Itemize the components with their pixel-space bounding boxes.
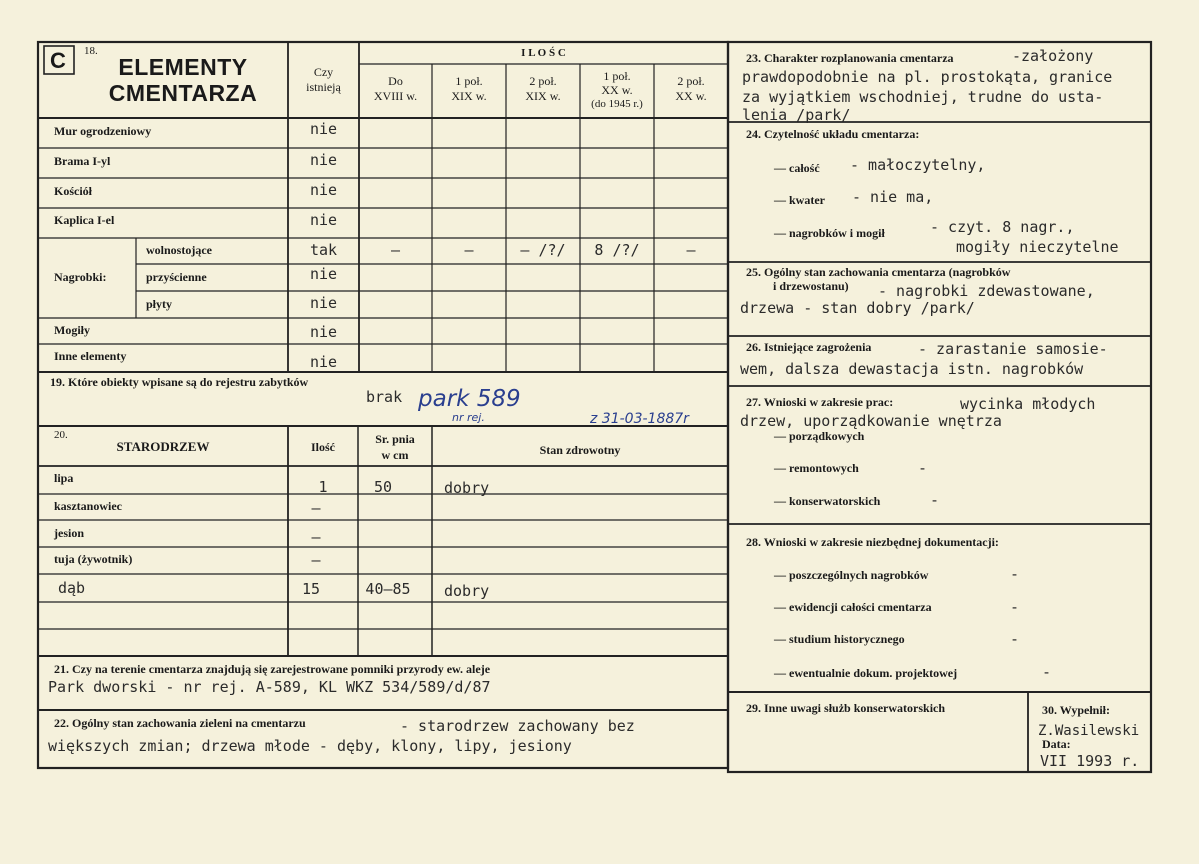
period-3-line2: XIX w.: [525, 89, 561, 103]
row-label-kaplica: Kaplica I-el: [54, 213, 115, 227]
section-26-answer-2: wem, dalsza dewastacja istn. nagrobków: [740, 360, 1084, 378]
period-1-line1: Do: [388, 74, 403, 88]
period-4-line3: (do 1945 r.): [591, 98, 643, 110]
row-exists-brama: nie: [309, 151, 338, 169]
section-23-label: 23. Charakter rozplanowania cmentarza: [746, 51, 954, 65]
section-19-handwritten-date: z 31-03-1887r: [590, 411, 689, 427]
starodrzew-row-1-name: lipa: [54, 471, 74, 485]
section-24-nagrobkow-label: — nagrobków i mogił: [774, 226, 885, 240]
section-27-answer-1: wycinka młodych: [960, 395, 1096, 413]
starodrzew-row-3-name: jesion: [54, 526, 84, 540]
section-22-answer-1: - starodrzew zachowany bez: [400, 717, 635, 735]
section-25-label-1: 25. Ogólny stan zachowania cmentarza (nagrobków: [746, 265, 1011, 279]
nagrobki-wolnostojace-count-1: –: [390, 241, 401, 259]
section-20-number: 20.: [54, 429, 68, 441]
section-30-name: Z.Wasilewski: [1038, 723, 1140, 739]
section-24-calosc-label: — całość: [774, 161, 820, 175]
section-19-typed-answer: brak: [366, 388, 403, 406]
section-28-item-3-label: — studium historycznego: [774, 632, 905, 646]
nagrobki-wolnostojace-label: wolnostojące: [146, 243, 212, 257]
section-24-nagrobkow-value-2: mogiły nieczytelne: [956, 238, 1119, 256]
starodrzew-diam-header-2: w cm: [381, 448, 409, 462]
nagrobki-wolnostojace-count-4: 8 /?/: [594, 241, 640, 259]
starodrzew-row-4-qty: –: [311, 551, 321, 569]
section-27-porzadkowych-label: — porządkowych: [774, 429, 865, 443]
starodrzew-row-1-qty: 1: [318, 478, 328, 496]
section-23-answer-4: lenia /park/: [742, 106, 851, 124]
period-2-line2: XIX w.: [451, 89, 487, 103]
period-4-line2: XX w.: [601, 83, 633, 97]
nagrobki-wolnostojace-count-2: –: [464, 241, 474, 259]
starodrzew-row-2-name: kasztanowiec: [54, 499, 122, 513]
section-19-handwritten-nrrej: nr rej.: [452, 411, 485, 424]
starodrzew-health-header: Stan zdrowotny: [539, 443, 621, 457]
section-28-item-2-value: -: [1010, 598, 1020, 616]
starodrzew-row-1-health: dobry: [444, 479, 490, 497]
nagrobki-wolnostojace-exists: tak: [309, 241, 338, 259]
period-1-line2: XVIII w.: [373, 89, 418, 103]
section-19-handwritten-park: park 589: [418, 386, 521, 412]
section-20-title: STARODRZEW: [116, 439, 210, 454]
period-3-line1: 2 poł.: [529, 74, 557, 88]
starodrzew-row-3-qty: –: [311, 528, 321, 546]
row-label-mur: Mur ogrodzeniowy: [54, 124, 152, 138]
section-30-date: VII 1993 r.: [1040, 752, 1140, 770]
period-2-line1: 1 poł.: [455, 74, 483, 88]
nagrobki-wolnostojace-count-3: – /?/: [520, 241, 566, 259]
section-18-title-line2: CMENTARZA: [108, 80, 258, 106]
section-22-label: 22. Ogólny stan zachowania zieleni na cmentarzu: [54, 716, 306, 730]
row-exists-kosciol: nie: [309, 181, 338, 199]
row-exists-mur: nie: [309, 120, 338, 138]
nagrobki-label: Nagrobki:: [54, 270, 107, 284]
card-letter: C: [50, 48, 67, 73]
section-26-answer-1: - zarastanie samosie-: [918, 340, 1108, 358]
period-5-line1: 2 poł.: [677, 74, 705, 88]
section-29-label: 29. Inne uwagi służb konserwatorskich: [746, 701, 946, 715]
section-27-konserwatorskich-label: — konserwatorskich: [774, 494, 881, 508]
section-28-item-4-label: — ewentualnie dokum. projektowej: [774, 666, 958, 680]
starodrzew-row-4-name: tuja (żywotnik): [54, 552, 133, 566]
row-exists-kaplica: nie: [309, 211, 338, 229]
section-28-item-1-value: -: [1010, 565, 1020, 583]
row-label-brama: Brama I-yl: [54, 154, 111, 168]
exists-col-header-2: istnieją: [306, 80, 341, 94]
section-27-remontowych-value: -: [918, 459, 928, 477]
section-28-item-4-value: -: [1042, 663, 1052, 681]
starodrzew-row-5-name: dąb: [58, 579, 86, 597]
section-28-item-3-value: -: [1010, 630, 1020, 648]
exists-col-header-1: Czy: [313, 65, 334, 79]
section-24-kwater-value: - nie ma,: [852, 188, 934, 206]
nagrobki-przyscienne-exists: nie: [309, 265, 338, 283]
section-27-konserwatorskich-value: -: [930, 491, 940, 509]
starodrzew-qty-header: Ilość: [311, 440, 335, 454]
starodrzew-row-5-diam: 40–85: [365, 580, 411, 598]
section-24-kwater-label: — kwater: [774, 193, 825, 207]
section-24-calosc-value: - małoczytelny,: [850, 156, 986, 174]
nagrobki-plyty-label: płyty: [146, 297, 173, 311]
row-exists-mogily: nie: [309, 323, 338, 341]
section-27-remontowych-label: — remontowych: [774, 461, 859, 475]
ilosc-header: I L O Ś C: [521, 47, 566, 59]
section-24-nagrobkow-value-1: - czyt. 8 nagr.,: [930, 218, 1075, 236]
period-4-line1: 1 poł.: [603, 69, 631, 83]
section-23-answer-3: za wyjątkiem wschodniej, trudne do usta-: [742, 88, 1104, 106]
section-23-answer-1: -założony: [1012, 47, 1094, 65]
row-label-mogily: Mogiły: [54, 323, 90, 337]
section-19-label: 19. Które obiekty wpisane są do rejestru zabytków: [50, 375, 309, 389]
section-28-item-1-label: — poszczególnych nagrobków: [774, 568, 929, 582]
row-label-kosciol: Kościół: [54, 184, 92, 198]
section-25-label-2: i drzewostanu): [773, 279, 849, 293]
section-24-label: 24. Czytelność układu cmentarza:: [746, 127, 920, 141]
section-22-answer-2: większych zmian; drzewa młode - dęby, klony, lipy, jesiony: [48, 737, 572, 755]
section-18-number: 18.: [84, 45, 98, 57]
row-exists-inne: nie: [309, 353, 338, 371]
starodrzew-row-5-health: dobry: [444, 582, 490, 600]
nagrobki-plyty-exists: nie: [309, 294, 338, 312]
section-26-label: 26. Istniejące zagrożenia: [746, 340, 872, 354]
section-21-answer: Park dworski - nr rej. A-589, KL WKZ 534/589/d/87: [48, 678, 491, 696]
section-23-answer-2: prawdopodobnie na pl. prostokąta, granice: [742, 68, 1113, 86]
section-27-answer-2: drzew, uporządkowanie wnętrza: [740, 412, 1002, 430]
section-25-answer-2: drzewa - stan dobry /park/: [740, 299, 975, 317]
section-28-label: 28. Wnioski w zakresie niezbędnej dokumentacji:: [746, 535, 999, 549]
period-5-line2: XX w.: [675, 89, 707, 103]
row-label-inne: Inne elementy: [54, 349, 127, 363]
starodrzew-row-5-qty: 15: [301, 580, 321, 598]
section-25-answer-1: - nagrobki zdewastowane,: [878, 282, 1095, 300]
section-18-title-line1: ELEMENTY: [118, 54, 248, 80]
section-21-label: 21. Czy na terenie cmentarza znajdują się zarejestrowane pomniki przyrody ew. aleje: [54, 662, 491, 676]
section-30-label: 30. Wypełnił:: [1042, 703, 1111, 717]
section-27-label: 27. Wnioski w zakresie prac:: [746, 395, 894, 409]
starodrzew-diam-header-1: Sr. pnia: [375, 432, 415, 446]
section-30-date-label: Data:: [1042, 737, 1071, 751]
section-28-item-2-label: — ewidencji całości cmentarza: [774, 600, 932, 614]
starodrzew-row-2-qty: –: [311, 499, 321, 517]
nagrobki-przyscienne-label: przyścienne: [146, 270, 207, 284]
nagrobki-wolnostojace-count-5: –: [686, 241, 696, 259]
starodrzew-row-1-diam: 50: [373, 478, 393, 496]
